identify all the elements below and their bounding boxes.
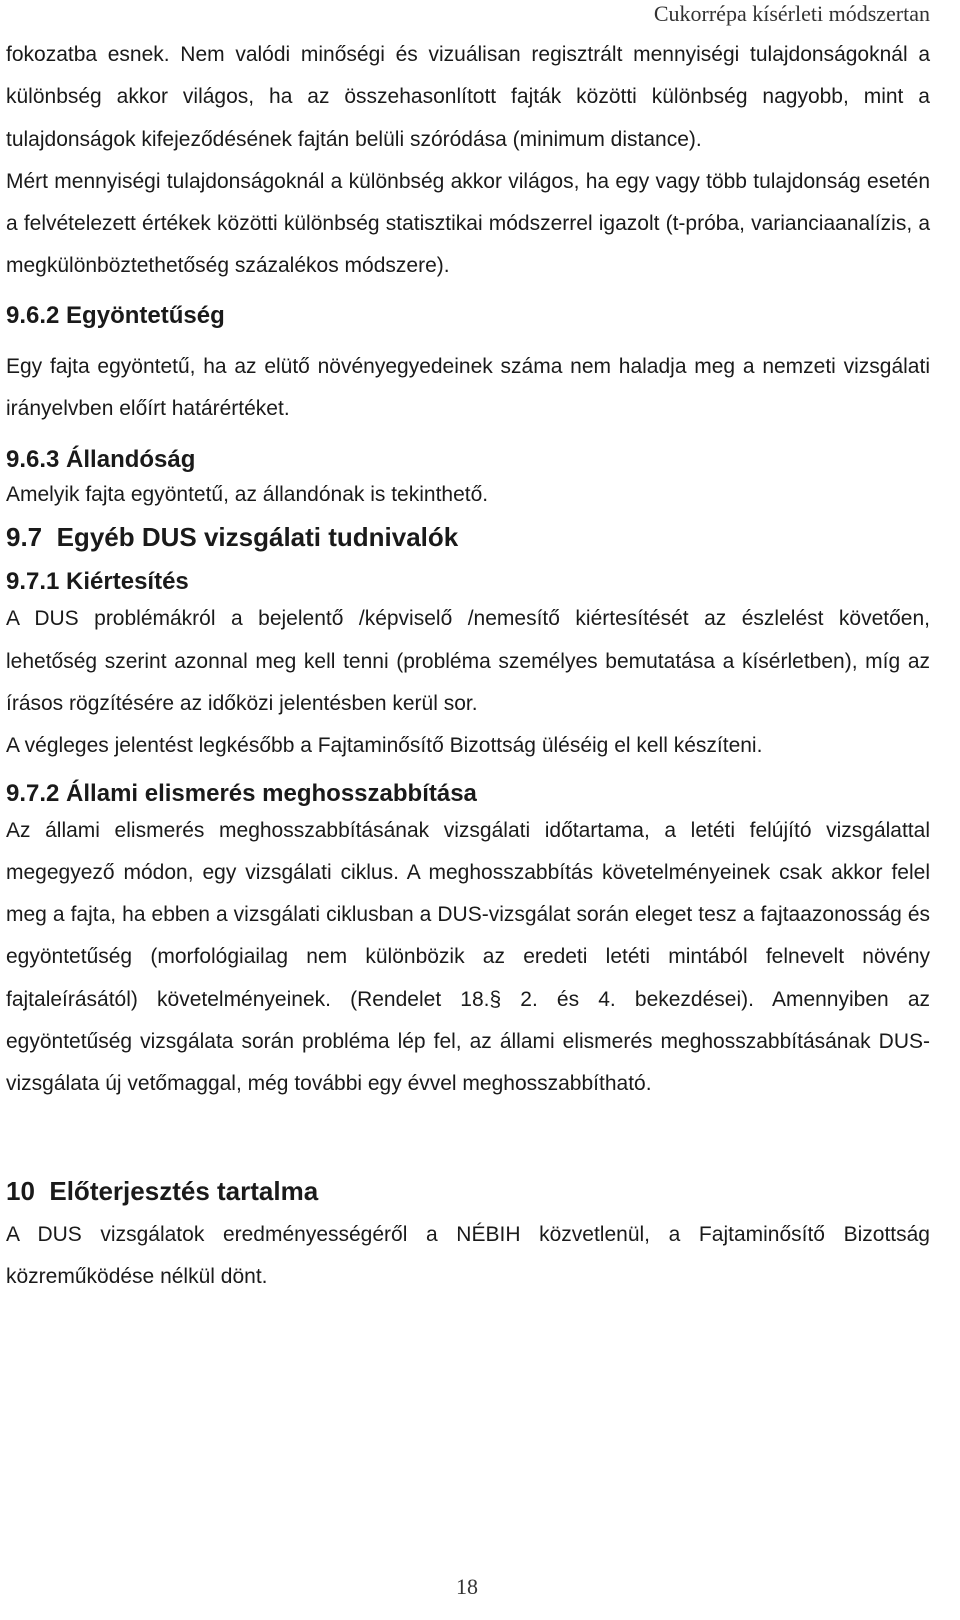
heading-proposal-content: 10 Előterjesztés tartalma — [6, 1175, 319, 1206]
page-number: 18 — [456, 1574, 478, 1599]
heading-notification: 9.7.1 Kiértesítés — [6, 568, 189, 596]
heading-uniformity: 9.6.2 Egyöntetűség — [6, 301, 225, 329]
paragraph-uniformity: Egy fajta egyöntetű, ha az elütő növényegyedeinek száma nem haladja meg a nemzeti vizsgálati irányelvben előírt határértéket. — [6, 354, 930, 421]
heading-stability: 9.6.3 Állandóság — [6, 446, 196, 474]
paragraph-proposal: A DUS vizsgálatok eredményességéről a NÉBIH közvetlenül, a Fajtaminősítő Bizottság közreműködése nélkül dönt. — [6, 1222, 930, 1288]
page-body — [6, 34, 930, 1298]
paragraph-minimum-distance: fokozatba esnek. Nem valódi minőségi és vizuálisan regisztrált mennyiségi tulajdonságoknál a különbség akkor világos, ha az összehasonlított fajták közötti különbség nagyobb, mint a tulajdonságok kifejeződésének fajtán belüli szóródása (minimum distance). — [6, 43, 930, 151]
heading-renewal: 9.7.2 Állami elismerés meghosszabbítása — [6, 779, 477, 807]
paragraph-renewal: Az állami elismerés meghosszabbításának vizsgálati időtartama, a letéti felújító vizsgálattal megegyező módon, egy vizsgálati ciklus. A meghosszabbítás követelményeinek csak akkor felel meg a fajta, ha ebben a vizsgálati ciklusban a DUS-vizsgálat során eleget tesz a fajtaazonosság és egyöntetűség (morfológiailag nem különbözik az eredeti letéti mintából felnevelt növény fajtaleírásától) követelményeinek. (Rendelet 18.§ 2. és 4. bekezdései). Amennyiben az egyöntetűség vizsgálata során probléma lép fel, az állami elismerés meghosszabbításának DUS-vizsgálata új vetőmaggal, még további egy évvel meghosszabbítható. — [6, 818, 930, 1096]
heading-other-dus: 9.7 Egyéb DUS vizsgálati tudnivalók — [6, 522, 459, 553]
running-header: Cukorrépa kísérleti módszertan — [653, 1, 930, 26]
paragraph-final-report: A végleges jelentést legkésőbb a Fajtaminősítő Bizottság üléséig el kell készíteni. — [6, 734, 763, 758]
paragraph-measured-traits: Mért mennyiségi tulajdonságoknál a különbség akkor világos, ha egy vagy több tulajdonság esetén a felvételezett értékek közötti különbség statisztikai módszerrel igazolt (t-próba, varianciaanalízis, a megkülönböztethetőség százalékos módszere). — [6, 169, 930, 278]
paragraph-notification: A DUS problémákról a bejelentő /képviselő /nemesítő kiértesítését az észlelést követően, lehetőség szerint azonnal meg kell tenni (probléma személyes bemutatása a kísérletben), míg az írásos rögzítésére az időközi jelentésben kerül sor. — [6, 607, 930, 715]
paragraph-stability: Amelyik fajta egyöntetű, az állandónak is tekinthető. — [6, 483, 489, 507]
